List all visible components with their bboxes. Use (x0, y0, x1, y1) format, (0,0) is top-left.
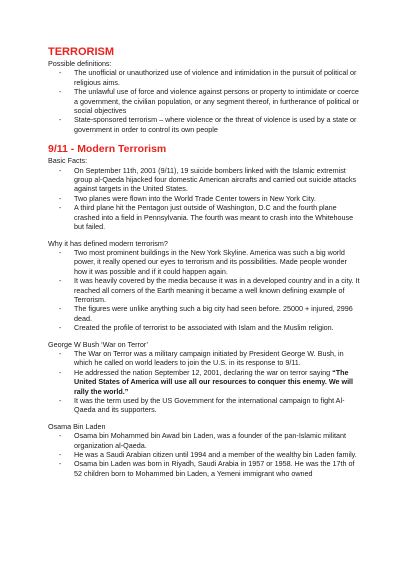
list-item: - On September 11th, 2001 (9/11), 19 suicide bombers linked with the Islamic extremist group al-Qaeda hijacked four domestic American aircrafts and carried out suicide attacks against targets in the United States. (74, 166, 360, 194)
list-item (74, 368, 360, 396)
list-item: - The unofficial or unauthorized use of violence and intimidation in the pursuit of political or religious aims. (74, 68, 360, 87)
section-title-terrorism: TERRORISM (48, 46, 114, 58)
list-item: - Two most prominent buildings in the New York Skyline. America was such a big world power, it really opened our eyes to terrorism and its possibilities. Made people wonder how it was possible and if it could happen again. (74, 248, 360, 276)
list-item: - He was a Saudi Arabian citizen until 1994 and a member of the wealthy bin Laden family. (74, 450, 360, 459)
bush-list (48, 349, 360, 415)
bush-quote: “The United States of America will use all our resources to conquer this enemy. We will rally the world.” (74, 367, 354, 396)
list-item: - Osama bin Mohammed bin Awad bin Laden, was a founder of the pan-Islamic militant organization al-Qaeda. (74, 431, 360, 450)
basic-facts-list (48, 166, 360, 232)
list-item: - Created the profile of terrorist to be associated with Islam and the Muslim religion. (74, 323, 360, 332)
list-item: - The figures were unlike anything such a big city had seen before. 25000 + injured, 2996 dead. (74, 304, 360, 323)
osama-heading: Osama Bin Laden (48, 421, 106, 431)
definitions-intro: Possible definitions: (48, 59, 112, 68)
list-item: - The unlawful use of force and violence against persons or property to intimidate or coerce a government, the civilian population, or any segment thereof, in furtherance of political or social objectives (74, 87, 360, 115)
why-heading: Why it has defined modern terrorism? (48, 238, 168, 248)
basic-facts-intro: Basic Facts: (48, 156, 88, 166)
list-item: - Osama bin Laden was born in Riyadh, Saudi Arabia in 1957 or 1958. He was the 17th of 52 children born to Mohammed bin Laden, a Yemeni immigrant who owned (74, 459, 360, 478)
why-list (48, 248, 360, 333)
list-item: - It was the term used by the US Government for the international campaign to fight Al-Qaeda and its supporters. (74, 396, 360, 415)
list-item: - A third plane hit the Pentagon just outside of Washington, D.C and the fourth plane crashed into a field in Pennsylvania. The fourth was meant to crash into the Whitehouse but failed. (74, 203, 360, 231)
bush-heading: George W Bush ‘War on Terror’ (48, 339, 149, 349)
section-title-modern-terrorism: 9/11 - Modern Terrorism (48, 143, 167, 156)
list-item: - The War on Terror was a military campaign initiated by President George W. Bush, in which he called on world leaders to join the U.S. in its response to 9/11. (74, 349, 360, 368)
list-item: - State-sponsored terrorism – where violence or the threat of violence is used by a state or government in order to control its own people (74, 115, 360, 134)
list-item: - Two planes were flown into the World Trade Center towers in New York City. (74, 194, 360, 203)
quote-intro: He addressed the nation September 12, 2001, declaring the war on terror saying (74, 367, 333, 377)
list-item: - It was heavily covered by the media because it was in a developed country and in a city. It reached all corners of the Earth meaning it became a well known defining example of Terrorism. (74, 276, 360, 304)
osama-list (48, 431, 360, 478)
definitions-list (48, 68, 360, 134)
